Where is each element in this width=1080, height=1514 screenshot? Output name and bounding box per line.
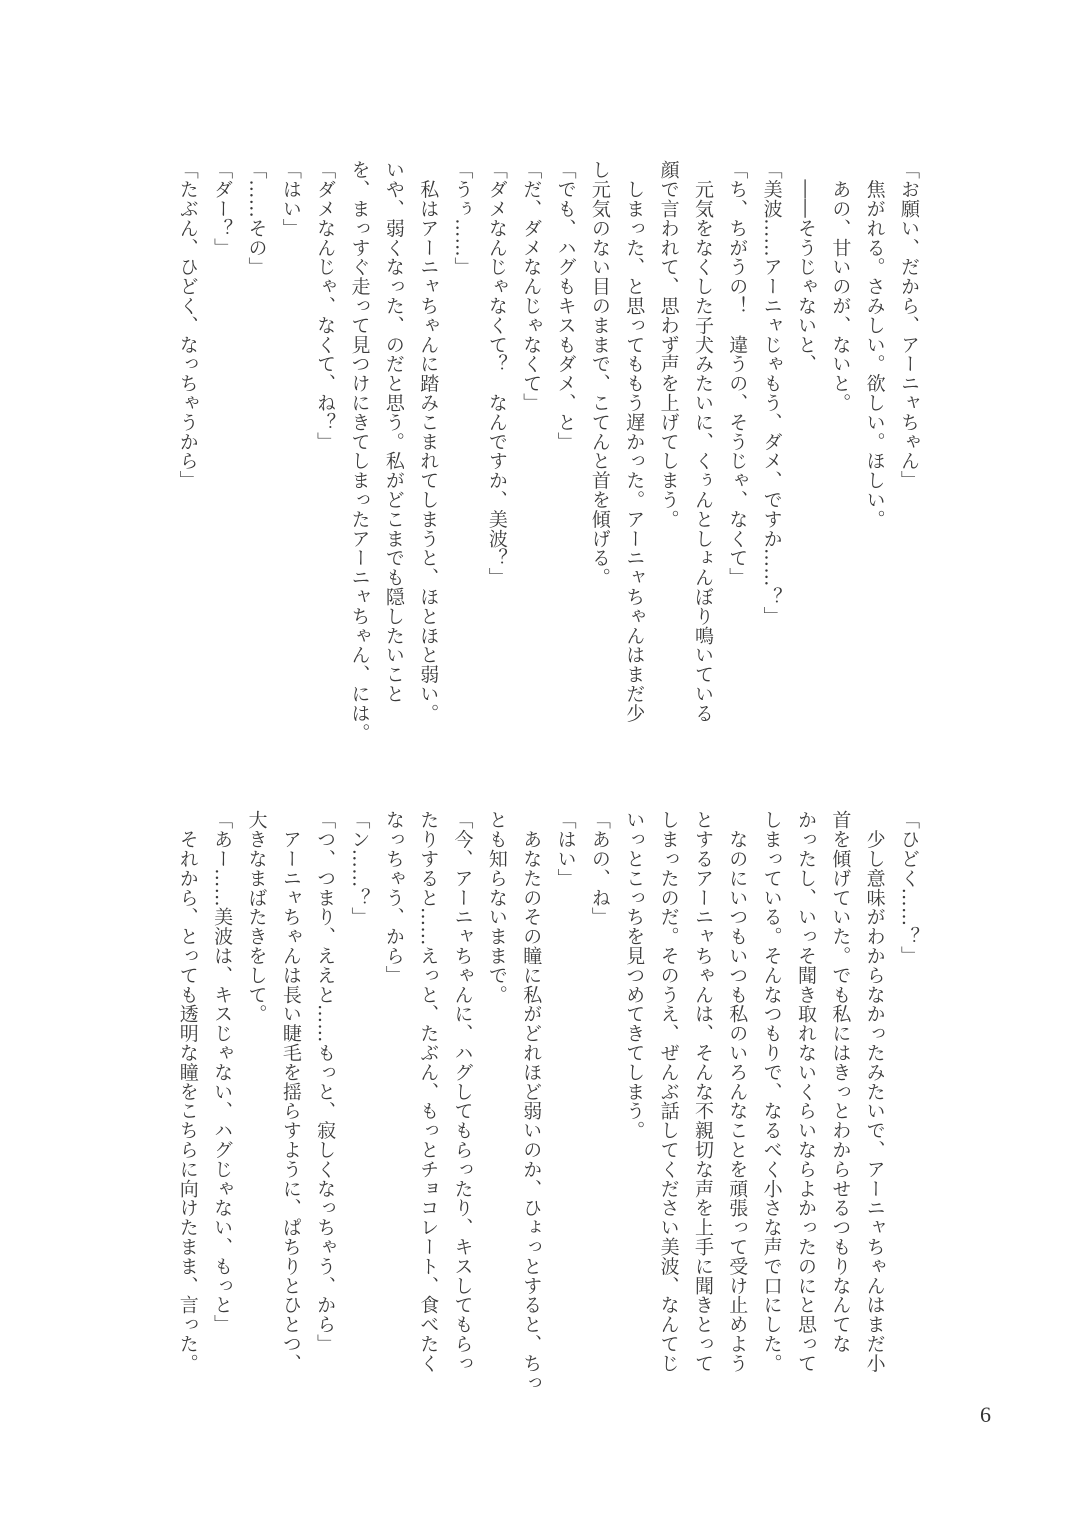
text-line: 少し意味がわからなかったみたいで、アーニャちゃんはまだ小 bbox=[863, 810, 886, 1373]
text-block-top bbox=[170, 160, 926, 740]
text-line: アーニャちゃんは長い睫毛を揺らすように、ぱちりとひとつ、 bbox=[279, 810, 302, 1373]
text-line: 「ひどく……？」 bbox=[898, 810, 920, 966]
text-line: なっちゃう、から」 bbox=[382, 810, 405, 985]
text-line: いっとこっちを見つめてきてしまう。 bbox=[623, 810, 646, 1140]
text-line: 元気をなくした子犬みたいに、くぅんとしょんぼり鳴いている bbox=[691, 160, 714, 723]
text-line: いや、弱くなった、のだと思う。私がどこまでも隠したいこと bbox=[382, 160, 405, 704]
text-line: 「はい」 bbox=[279, 160, 302, 238]
text-line: 焦がれる。さみしい。欲しい。ほしい。 bbox=[863, 160, 886, 529]
text-line: 「今、アーニャちゃんに、ハグしてもらったり、キスしてもらっ bbox=[451, 810, 474, 1373]
text-line: 「うぅ……」 bbox=[451, 160, 474, 277]
text-line: 「つ、つまり、ええと……もっと、寂しくなっちゃう、から」 bbox=[314, 810, 337, 1354]
text-line: 「ダメなんじゃ、なくて、ね？」 bbox=[314, 160, 337, 451]
text-line: 「……その」 bbox=[245, 160, 268, 277]
text-line: 「たぶん、ひどく、なっちゃうから」 bbox=[176, 160, 199, 490]
text-line: 「あー……美波は、キスじゃない、ハグじゃない、もっと」 bbox=[211, 810, 234, 1334]
text-line: とするアーニャちゃんは、そんな不親切な声を上手に聞きとって bbox=[691, 810, 714, 1373]
text-line: 大きなまばたきをして。 bbox=[245, 810, 268, 1024]
text-line: あの、甘いのが、ないと。 bbox=[829, 160, 852, 413]
text-line: それから、とっても透明な瞳をこちらに向けたまま、言った。 bbox=[176, 810, 199, 1373]
text-line: 「お願い、だから、アーニャちゃん」 bbox=[898, 160, 920, 490]
text-line: たりすると……えっと、たぶん、もっとチョコレート、食べたく bbox=[417, 810, 440, 1373]
text-line: あなたのその瞳に私がどれほど弱いのか、ひょっとすると、ちっ bbox=[520, 810, 543, 1392]
text-line: 「ン……？」 bbox=[348, 810, 371, 927]
text-line: 「ち、ちがうの！ 違うの、そうじゃ、なくて」 bbox=[726, 160, 749, 587]
text-line: を、まっすぐ走って見つけにきてしまったアーニャちゃん、には。 bbox=[348, 160, 371, 742]
text-line: 「美波……アーニャじゃもう、ダメ、ですか……？」 bbox=[760, 160, 783, 626]
text-line: なのにいつもいつも私のいろんなことを頑張って受け止めよう bbox=[726, 810, 749, 1373]
text-line: とも知らないままで。 bbox=[485, 810, 508, 1004]
text-line: 「あの、ね」 bbox=[588, 810, 611, 927]
text-line: しまったのだ。そのうえ、ぜんぶ話してください美波、なんてじ bbox=[657, 810, 680, 1373]
text-line: 「だ、ダメなんじゃなくて」 bbox=[520, 160, 543, 413]
page-number: 6 bbox=[980, 1402, 991, 1427]
text-line: 首を傾げていた。でも私にはきっとわからせるつもりなんてな bbox=[829, 810, 852, 1354]
text-line: 「はい」 bbox=[554, 810, 577, 888]
text-line: 「ダー？」 bbox=[211, 160, 234, 257]
text-line: しまっている。そんなつもりで、なるべく小さな声で口にした。 bbox=[760, 810, 783, 1373]
text-line: し元気のない目のままで、こてんと首を傾げる。 bbox=[588, 160, 611, 587]
text-line: 「ダメなんじゃなくて？ なんですか、美波？」 bbox=[485, 160, 508, 587]
text-block-bottom bbox=[170, 810, 926, 1390]
text-line: かったし、いっそ聞き取れないくらいならよかったのにと思って bbox=[794, 810, 817, 1373]
text-line: 私はアーニャちゃんに踏みこまれてしまうと、ほとほと弱い。 bbox=[417, 160, 440, 723]
text-line: 顔で言われて、思わず声を上げてしまう。 bbox=[657, 160, 680, 529]
text-line: 「でも、ハグもキスもダメ、と」 bbox=[554, 160, 577, 451]
text-line: しまった、と思ってももう遅かった。アーニャちゃんはまだ少 bbox=[623, 160, 646, 723]
text-line: ――そうじゃないと、 bbox=[794, 160, 817, 374]
